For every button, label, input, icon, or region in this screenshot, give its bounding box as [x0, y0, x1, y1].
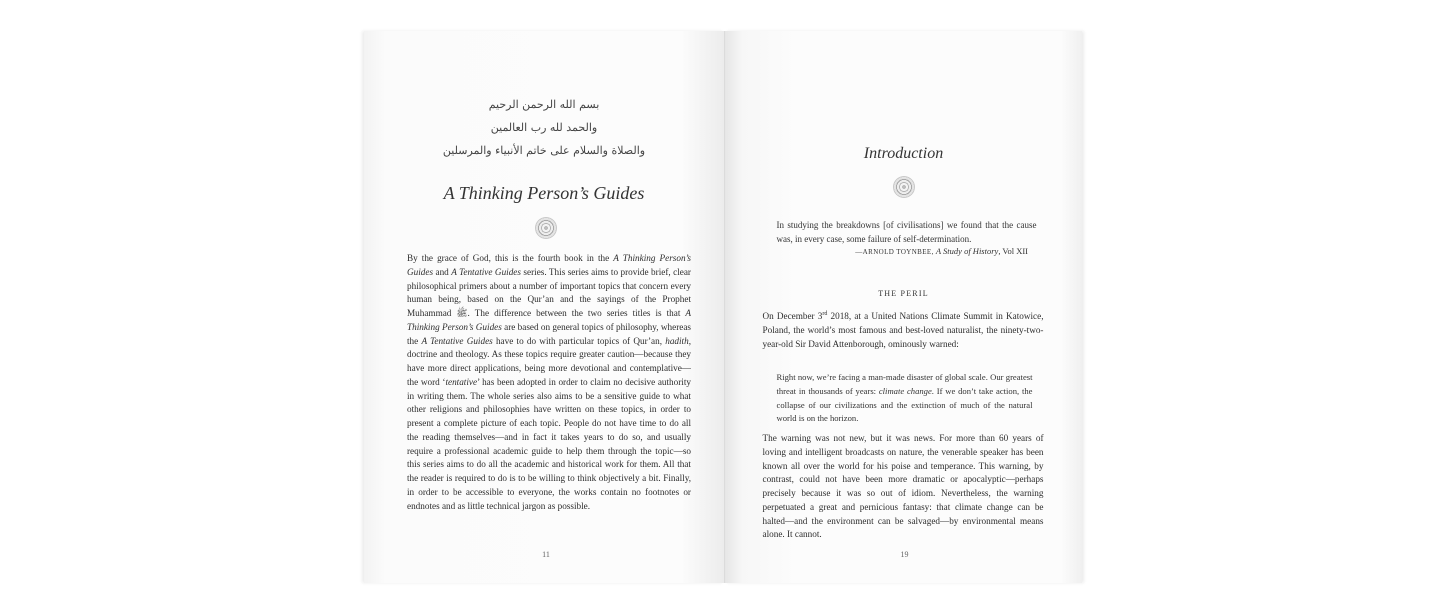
italic-run: hadith	[665, 335, 689, 346]
italic-run: tentative	[445, 376, 478, 387]
text-run: , doctrine and theology. As these topics require greater caution—because they have more direct applications, being more devotional and contemplative—the word ‘	[407, 335, 691, 387]
text-run: ’ has been adopted in order to claim no decisive authority in writing them. The whole series also aims to be a sensitive guide to what other religions and philosophies have written on these topics, in order to present a complete picture of each topic. People do not have time to do all the reading themselves—and in fact it takes years to do so, and usually require a professional academic guide to help them through the topic—so this series aims to do all the academic and historical work for them. All that the reader is required to do is to be willing to think objectively a bit. Finally, in order to be accessible to everyone, the works contain no footnotes or endnotes and as little technical jargon as possible.	[407, 376, 691, 511]
para-text: On December 3	[762, 311, 823, 322]
italic-run: A Thinking Person’s Guides	[407, 253, 691, 277]
ordinal-suffix: rd	[822, 311, 828, 317]
rosette-ornament-icon	[893, 176, 915, 198]
arabic-invocation	[364, 93, 724, 162]
epigraph-author: —ARNOLD TOYNBEE,	[855, 248, 934, 256]
italic-run: A Tentative Guides	[451, 266, 521, 277]
page-number: 19	[900, 550, 909, 559]
epigraph: In studying the breakdowns [of civilisations] we found that the cause was, in every case, some failure of self-determination.	[776, 220, 1037, 244]
italic-run: climate change	[878, 385, 932, 396]
arabic-line: والصلاة والسلام على خاتم الأنبياء والمرسلين	[442, 144, 646, 157]
series-title: A Thinking Person’s Guides	[443, 183, 645, 203]
arabic-line: والحمد لله رب العالمين	[490, 121, 598, 134]
book-spread	[364, 31, 1082, 583]
text-run: Right now, we’re facing a man-made disaster of global scale. Our greatest threat in thousands of years:	[776, 372, 1033, 396]
page-number: 11	[542, 550, 550, 559]
arabic-line: بسم الله الرحمن الرحيم	[488, 98, 600, 111]
left-page	[364, 31, 724, 583]
epigraph-attribution	[855, 246, 1028, 256]
italic-run: A Thinking Person’s Guides	[407, 308, 691, 332]
para-text: 2018, at a United Nations Climate Summit in Katowice, Poland, the world’s most famous and best-loved naturalist, the ninety-two-year-old Sir David Attenborough, ominously warned:	[762, 311, 1044, 349]
text-run: series. This series aims to provide brief, clear philosophical primers about a number of important topics that concern every human being, based on the Qur’an and the sayings of the Prophet Muhammad ﷺ. The difference between the two series titles is that	[407, 266, 691, 318]
text-run: are based on general topics of philosophy, whereas the	[407, 321, 691, 346]
rosette-ornament-icon	[535, 217, 557, 239]
section-heading: THE PERIL	[878, 289, 929, 298]
block-quote	[777, 371, 1033, 426]
chapter-title: Introduction	[863, 145, 944, 162]
body-paragraph: The warning was not new, but it was news. For more than 60 years of loving and intelligent broadcasts on nature, the venerable speaker has been known all over the world for his poise and temperance. This warning, by contrast, could not have been more dramatic or apocalyptic—perhaps precisely because it was so out of idiom. Nevertheless, the warning perpetuated a great and pernicious fantasy: that climate change can be halted—and the environment can be salvaged—by environmental means alone. It cannot.	[762, 433, 1044, 540]
epigraph-volume: , Vol XII	[998, 246, 1028, 256]
text-run: have to do with particular topics of Qur’an,	[492, 335, 666, 346]
text-run: By the grace of God, this is the fourth book in the	[407, 253, 614, 263]
italic-run: A Tentative Guides	[421, 335, 493, 346]
epigraph-work: A Study of History	[935, 246, 999, 256]
series-description	[407, 252, 691, 513]
text-run: and	[433, 266, 452, 277]
text-run: . If we don’t take action, the collapse of our civilizations and the extinction of much of the natural world is on the horizon.	[776, 385, 1033, 424]
intro-paragraph	[763, 308, 1044, 351]
right-page	[725, 31, 1083, 583]
